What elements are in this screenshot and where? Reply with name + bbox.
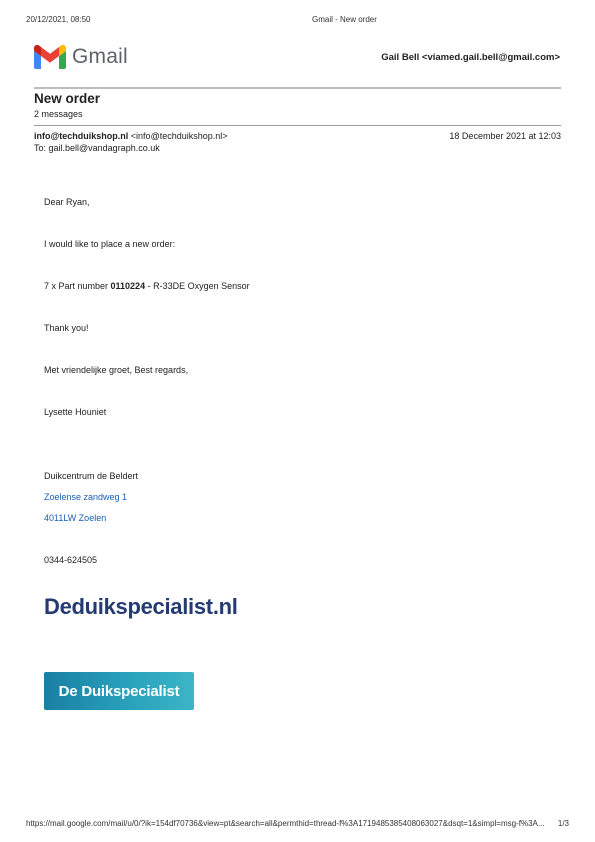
- sender-name[interactable]: info@techduikshop.nl: [34, 131, 129, 141]
- order-line: [44, 281, 250, 291]
- print-page-title: Gmail - New order: [312, 15, 377, 24]
- address-link-line1[interactable]: Zoelense zandweg 1: [44, 492, 128, 502]
- closing-line: Met vriendelijke groet, Best regards,: [44, 365, 189, 375]
- account-email: Gail Bell <viamed.gail.bell@gmail.com>: [381, 52, 560, 63]
- sender-email: <info@techduikshop.nl>: [130, 131, 228, 141]
- intro-line: I would like to place a new order:: [44, 239, 176, 249]
- print-page-number: 1/3: [557, 819, 569, 828]
- greeting: Dear Ryan,: [44, 197, 90, 207]
- message-count: 2 messages: [34, 109, 83, 119]
- brand-badge: [44, 672, 194, 710]
- phone-number: 0344-624505: [44, 555, 98, 565]
- brand-badge-label: De Duikspecialist: [58, 682, 180, 700]
- signature-name: Lysette Houniet: [44, 407, 107, 417]
- print-datetime: 20/12/2021, 08:50: [26, 15, 91, 24]
- company-name: Duikcentrum de Beldert: [44, 471, 139, 481]
- part-number: 0110224: [110, 281, 146, 291]
- message-divider: [34, 125, 561, 126]
- brand-logo-text: Deduikspecialist.nl: [44, 594, 238, 619]
- header-divider: [34, 87, 561, 89]
- gmail-wordmark: Gmail: [72, 45, 128, 68]
- address-link-line2[interactable]: 4011LW Zoelen: [44, 513, 107, 523]
- order-suffix: - R-33DE Oxygen Sensor: [145, 281, 250, 291]
- message-to: To: gail.bell@vandagraph.co.uk: [34, 143, 160, 153]
- message-date: 18 December 2021 at 12:03: [449, 131, 561, 141]
- thanks-line: Thank you!: [44, 323, 89, 333]
- thread-subject: New order: [34, 91, 101, 106]
- print-url: https://mail.google.com/mail/u/0/?ik=154df70736&view=pt&search=all&permthid=thread-f%3A1719485385408063027&dsqt=1&simpl=msg-f%3A...: [26, 819, 545, 828]
- message-from: [34, 131, 228, 141]
- order-prefix: 7 x Part number: [44, 281, 111, 291]
- gmail-m-icon: [34, 45, 66, 69]
